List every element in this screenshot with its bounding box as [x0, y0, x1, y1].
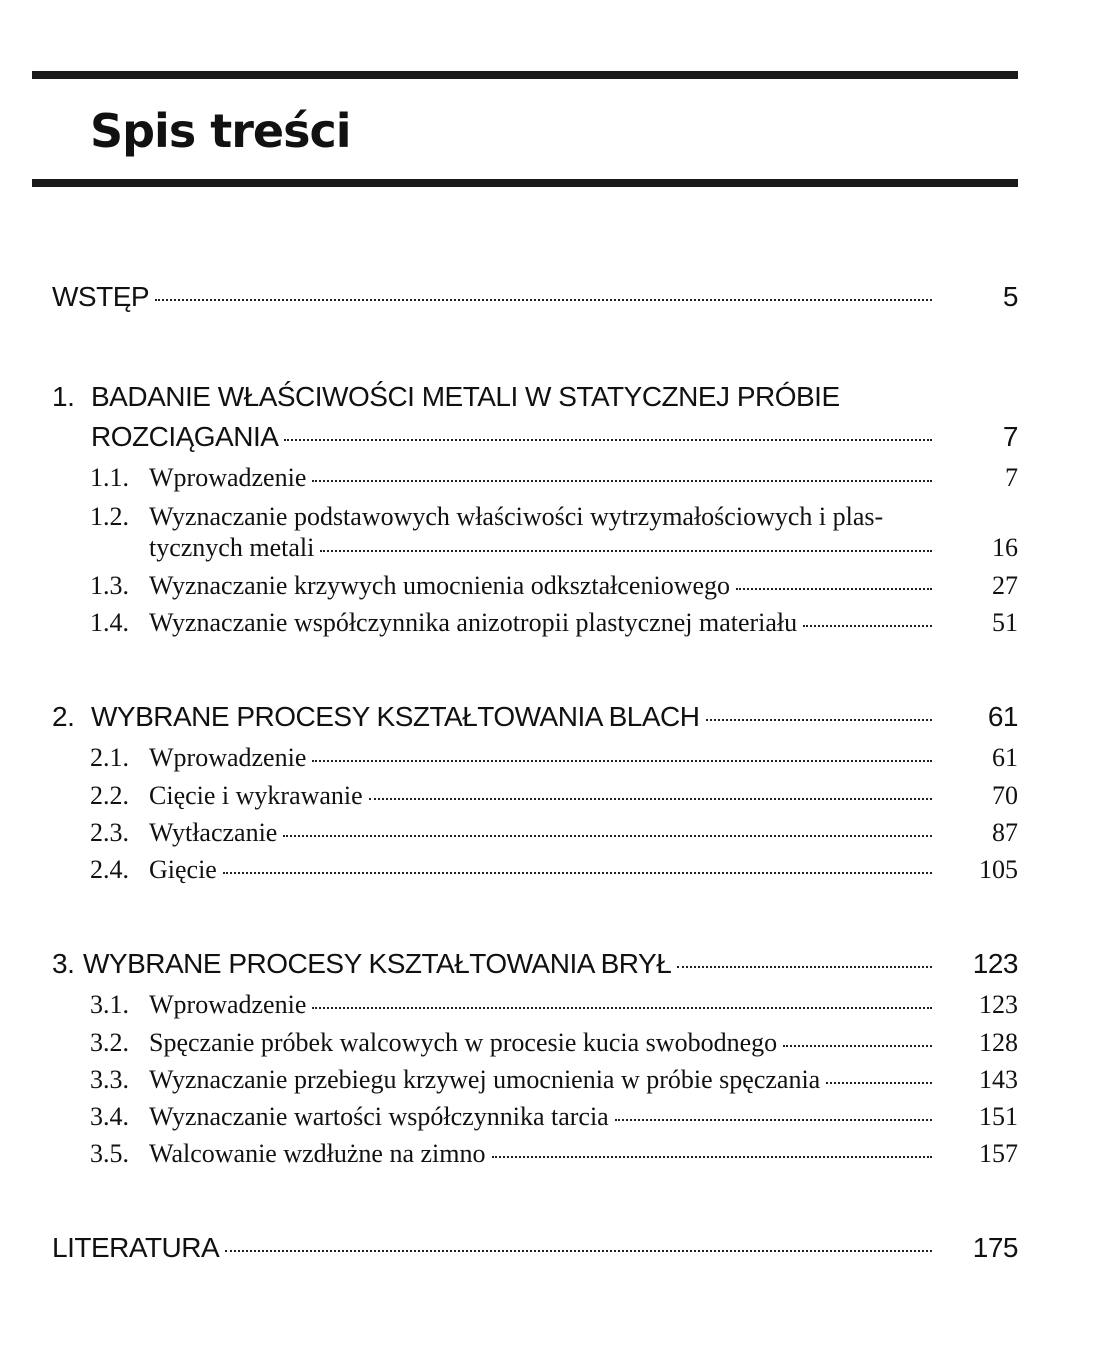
- dot-leader: [312, 1007, 932, 1009]
- toc-entry-ch3[interactable]: [52, 948, 938, 980]
- page-number: 157: [979, 1139, 1018, 1168]
- page-number: 175: [972, 1232, 1018, 1263]
- toc-entry-2-2[interactable]: [90, 781, 938, 811]
- chapter-title: WYBRANE PROCESY KSZTAŁTOWANIA BLACH: [91, 701, 700, 732]
- toc-entry-literatura[interactable]: [52, 1232, 938, 1264]
- dot-leader: [783, 1045, 932, 1047]
- section-number: 2.3.: [90, 818, 129, 847]
- dot-leader: [283, 835, 932, 837]
- page-number: 87: [992, 818, 1018, 847]
- page-number: 61: [987, 701, 1018, 732]
- page-number: 61: [992, 743, 1018, 772]
- dot-leader: [369, 798, 932, 800]
- section-title: Wyznaczanie współczynnika anizotropii plastycznej materiału: [149, 608, 798, 637]
- dot-leader: [312, 760, 932, 762]
- section-number: 1.3.: [90, 571, 129, 600]
- section-number: 3.4.: [90, 1102, 129, 1131]
- toc-entry-3-5[interactable]: [90, 1139, 938, 1169]
- page-number: 123: [979, 990, 1018, 1019]
- dot-leader: [492, 1156, 933, 1158]
- chapter-title-line2: ROZCIĄGANIA: [91, 421, 279, 452]
- toc-entry-1-1[interactable]: [90, 463, 938, 493]
- section-number: 3.2.: [90, 1028, 129, 1057]
- toc-entry-1-2[interactable]: [149, 533, 938, 563]
- toc-entry-2-1[interactable]: [90, 743, 938, 773]
- section-title: Spęczanie próbek walcowych w procesie kucia swobodnego: [149, 1028, 778, 1057]
- chapter-number: 1.: [52, 381, 75, 412]
- page-number: 143: [979, 1065, 1018, 1094]
- entry-title: LITERATURA: [52, 1232, 220, 1263]
- section-number: 1.2.: [90, 502, 129, 531]
- page-number: 7: [1002, 421, 1018, 452]
- page-number: 123: [972, 948, 1018, 979]
- dot-leader: [320, 550, 932, 552]
- entry-title: WSTĘP: [52, 281, 150, 312]
- section-title: Wprowadzenie: [149, 463, 307, 492]
- section-number: 3.1.: [90, 990, 129, 1019]
- toc-entry-3-1[interactable]: [90, 990, 938, 1020]
- page-number: 128: [979, 1028, 1018, 1057]
- section-title: Wprowadzenie: [149, 743, 307, 772]
- chapter-title-line1[interactable]: BADANIE WŁAŚCIWOŚCI METALI W STATYCZNEJ PRÓBIE: [91, 381, 840, 412]
- page-number: 51: [992, 608, 1018, 637]
- chapter-number: 2.: [52, 701, 75, 732]
- chapter-title: WYBRANE PROCESY KSZTAŁTOWANIA BRYŁ: [83, 948, 672, 979]
- section-number: 2.4.: [90, 855, 129, 884]
- dot-leader: [155, 299, 932, 301]
- section-number: 3.5.: [90, 1139, 129, 1168]
- toc-entry-3-3[interactable]: [90, 1065, 938, 1095]
- section-number: 2.2.: [90, 781, 129, 810]
- section-title: Wyznaczanie przebiegu krzywej umocnienia w próbie spęczania: [149, 1065, 821, 1094]
- section-number: 1.1.: [90, 463, 129, 492]
- toc-entry-wstep[interactable]: [52, 281, 938, 313]
- dot-leader: [312, 480, 932, 482]
- toc-entry-ch2[interactable]: [52, 701, 938, 733]
- section-title-line2: tycznych metali: [149, 533, 315, 562]
- dot-leader: [803, 625, 932, 627]
- section-title: Wprowadzenie: [149, 990, 307, 1019]
- section-title: Cięcie i wykrawanie: [149, 781, 363, 810]
- dot-leader: [706, 719, 933, 721]
- toc-entry-3-4[interactable]: [90, 1102, 938, 1132]
- dot-leader: [615, 1119, 932, 1121]
- toc-entry-1-3[interactable]: [90, 571, 938, 601]
- toc-entry-ch1[interactable]: [91, 421, 938, 453]
- section-title-line1[interactable]: Wyznaczanie podstawowych właściwości wytrzymałościowych i plas-: [149, 502, 884, 531]
- section-title: Wyznaczanie wartości współczynnika tarcia: [149, 1102, 609, 1131]
- page-title: Spis treści: [90, 104, 351, 158]
- dot-leader: [223, 872, 932, 874]
- dot-leader: [225, 1250, 932, 1252]
- toc-entry-1-4[interactable]: [90, 608, 938, 638]
- toc-entry-3-2[interactable]: [90, 1028, 938, 1058]
- dot-leader: [736, 588, 932, 590]
- toc-entry-2-4[interactable]: [90, 855, 938, 885]
- section-title: Walcowanie wzdłużne na zimno: [149, 1139, 486, 1168]
- page-number: 16: [992, 533, 1018, 562]
- section-number: 3.3.: [90, 1065, 129, 1094]
- dot-leader: [826, 1082, 932, 1084]
- page-number: 70: [992, 781, 1018, 810]
- page-number: 27: [992, 571, 1018, 600]
- page-number: 7: [1005, 463, 1018, 492]
- chapter-number: 3.: [52, 948, 75, 979]
- toc-entry-2-3[interactable]: [90, 818, 938, 848]
- section-title: Wytłaczanie: [149, 818, 278, 847]
- section-title: Wyznaczanie krzywych umocnienia odkształceniowego: [149, 571, 731, 600]
- section-number: 2.1.: [90, 743, 129, 772]
- dot-leader: [677, 966, 932, 968]
- dot-leader: [284, 439, 932, 441]
- section-number: 1.4.: [90, 608, 129, 637]
- page-number: 5: [1002, 281, 1018, 312]
- page-number: 151: [979, 1102, 1018, 1131]
- page-number: 105: [979, 855, 1018, 884]
- section-title: Gięcie: [149, 855, 217, 884]
